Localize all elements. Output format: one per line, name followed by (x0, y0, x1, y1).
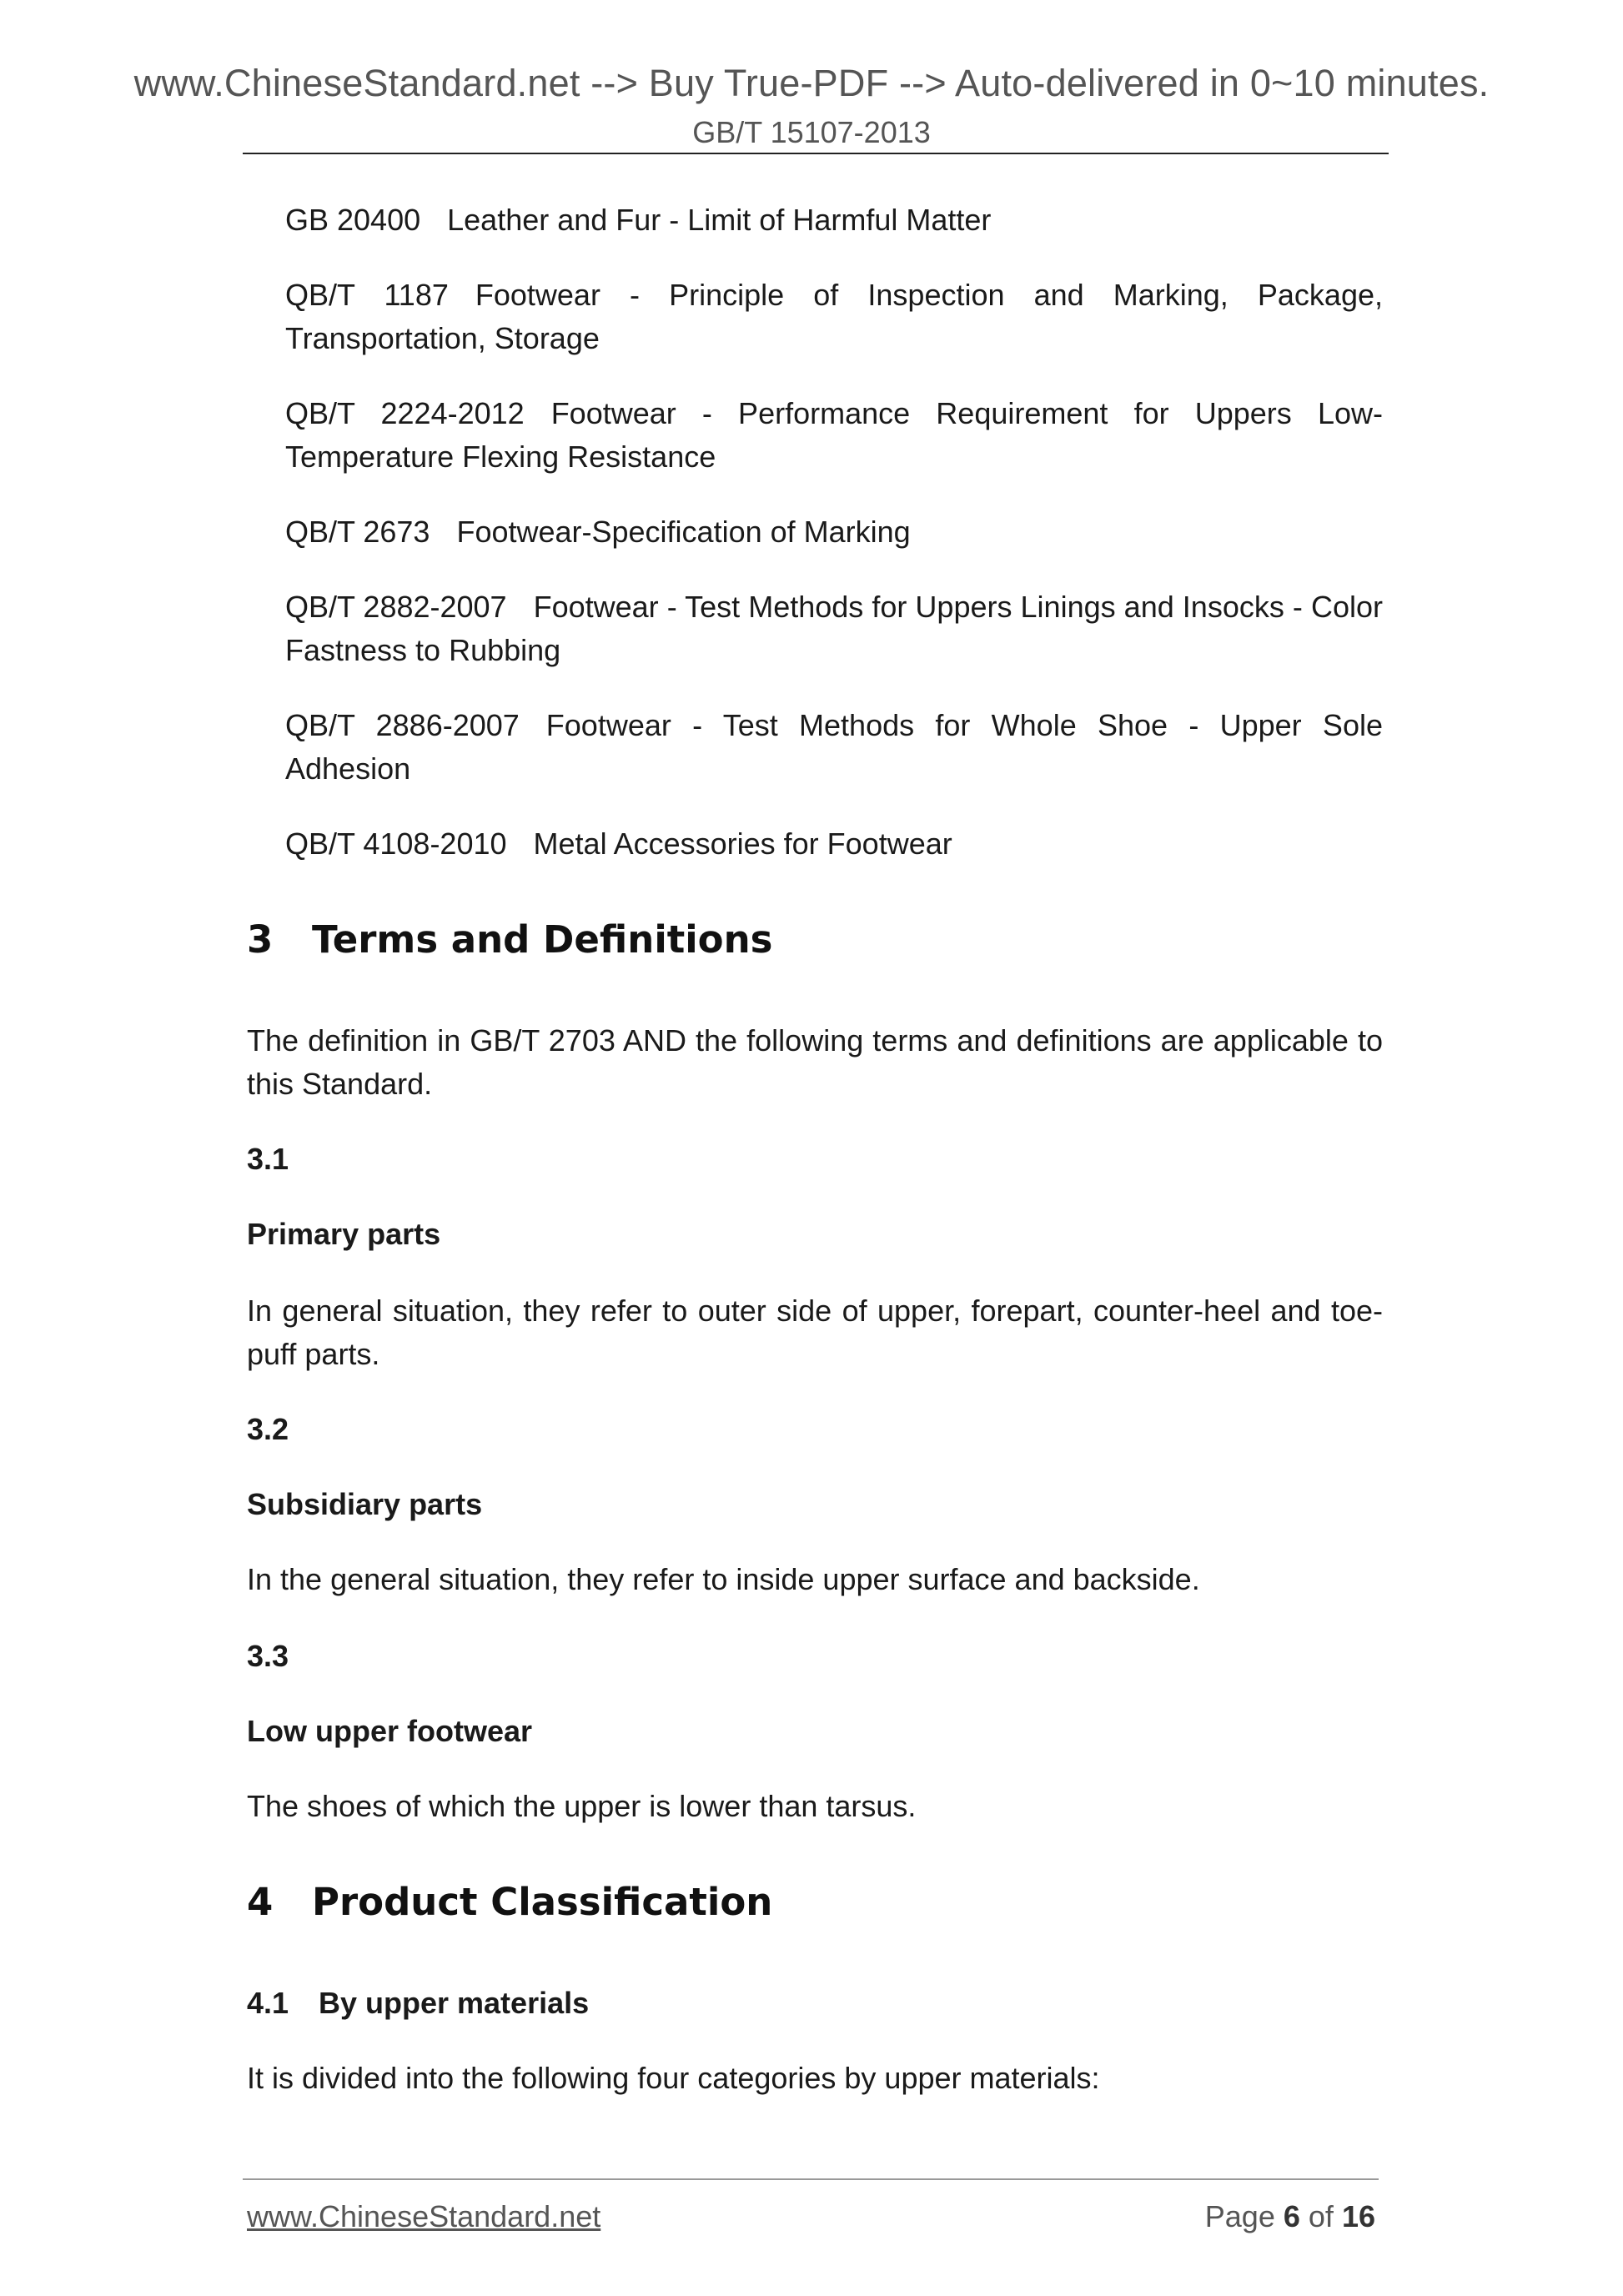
document-id: GB/T 15107-2013 (692, 115, 931, 149)
subsection-number: 4.1 (247, 1986, 289, 2020)
term-name: Subsidiary parts (247, 1487, 483, 1521)
reference-code: QB/T 2673 (285, 515, 430, 549)
subsection-text: It is divided into the following four categories by upper materials: (247, 2061, 1100, 2095)
term-number: 3.1 (247, 1142, 289, 1176)
page-of: of (1308, 2199, 1334, 2233)
section-title: Product Classification (312, 1880, 773, 1924)
reference-title: Footwear - Principle of Inspection and Marking, Package, Transportation, Storage (285, 278, 1383, 355)
term-number: 3.3 (247, 1639, 289, 1673)
total-pages: 16 (1341, 2199, 1375, 2233)
section-number: 4 (247, 1880, 274, 1924)
reference-title: Footwear - Performance Requirement for Uppers Low-Temperature Flexing Resistance (285, 396, 1383, 474)
reference-item (285, 704, 1383, 791)
section-number: 3 (247, 917, 274, 962)
term-name: Low upper footwear (247, 1714, 532, 1748)
reference-code: QB/T 2886-2007 (285, 708, 520, 742)
reference-title: Footwear-Specification of Marking (456, 515, 911, 549)
subsection-title: By upper materials (319, 1986, 590, 2020)
reference-title: Footwear - Test Methods for Uppers Linings and Insocks - Color Fastness to Rubbing (285, 590, 1383, 667)
term-definition: In the general situation, they refer to inside upper surface and backside. (247, 1562, 1200, 1596)
reference-item (285, 822, 1383, 866)
footer-divider (243, 2178, 1379, 2180)
term-definition: The shoes of which the upper is lower than tarsus. (247, 1789, 917, 1823)
reference-code: QB/T 1187 (285, 278, 449, 312)
page-indicator (1205, 2199, 1375, 2234)
page-prefix: Page (1204, 2199, 1275, 2233)
reference-code: QB/T 4108-2010 (285, 826, 507, 861)
reference-title: Footwear - Test Methods for Whole Shoe - Upper Sole Adhesion (285, 708, 1383, 786)
section-title: Terms and Definitions (312, 917, 773, 962)
reference-item (285, 274, 1383, 360)
reference-title: Leather and Fur - Limit of Harmful Matter (447, 203, 992, 237)
subsection-heading (247, 1982, 1383, 2025)
section-intro: The definition in GB/T 2703 AND the following terms and definitions are applicable to this Standard. (247, 1023, 1383, 1101)
section-heading (247, 917, 772, 962)
reference-item (285, 585, 1383, 672)
footer-site-link[interactable]: www.ChineseStandard.net (247, 2199, 601, 2233)
reference-code: QB/T 2224-2012 (285, 396, 525, 430)
header-divider (243, 153, 1389, 154)
header-banner: www.ChineseStandard.net --> Buy True-PDF --> Auto-delivered in 0~10 minutes. (133, 62, 1490, 104)
term-number: 3.2 (247, 1412, 289, 1446)
reference-title: Metal Accessories for Footwear (533, 826, 952, 861)
term-name: Primary parts (247, 1217, 441, 1251)
reference-item (285, 198, 1383, 242)
reference-code: QB/T 2882-2007 (285, 590, 507, 624)
reference-code: GB 20400 (285, 203, 421, 237)
reference-item (285, 510, 1383, 554)
section-heading (247, 1880, 772, 1924)
term-definition: In general situation, they refer to outer side of upper, forepart, counter-heel and toe-puff parts. (247, 1294, 1383, 1371)
reference-item (285, 392, 1383, 479)
current-page: 6 (1283, 2199, 1300, 2233)
